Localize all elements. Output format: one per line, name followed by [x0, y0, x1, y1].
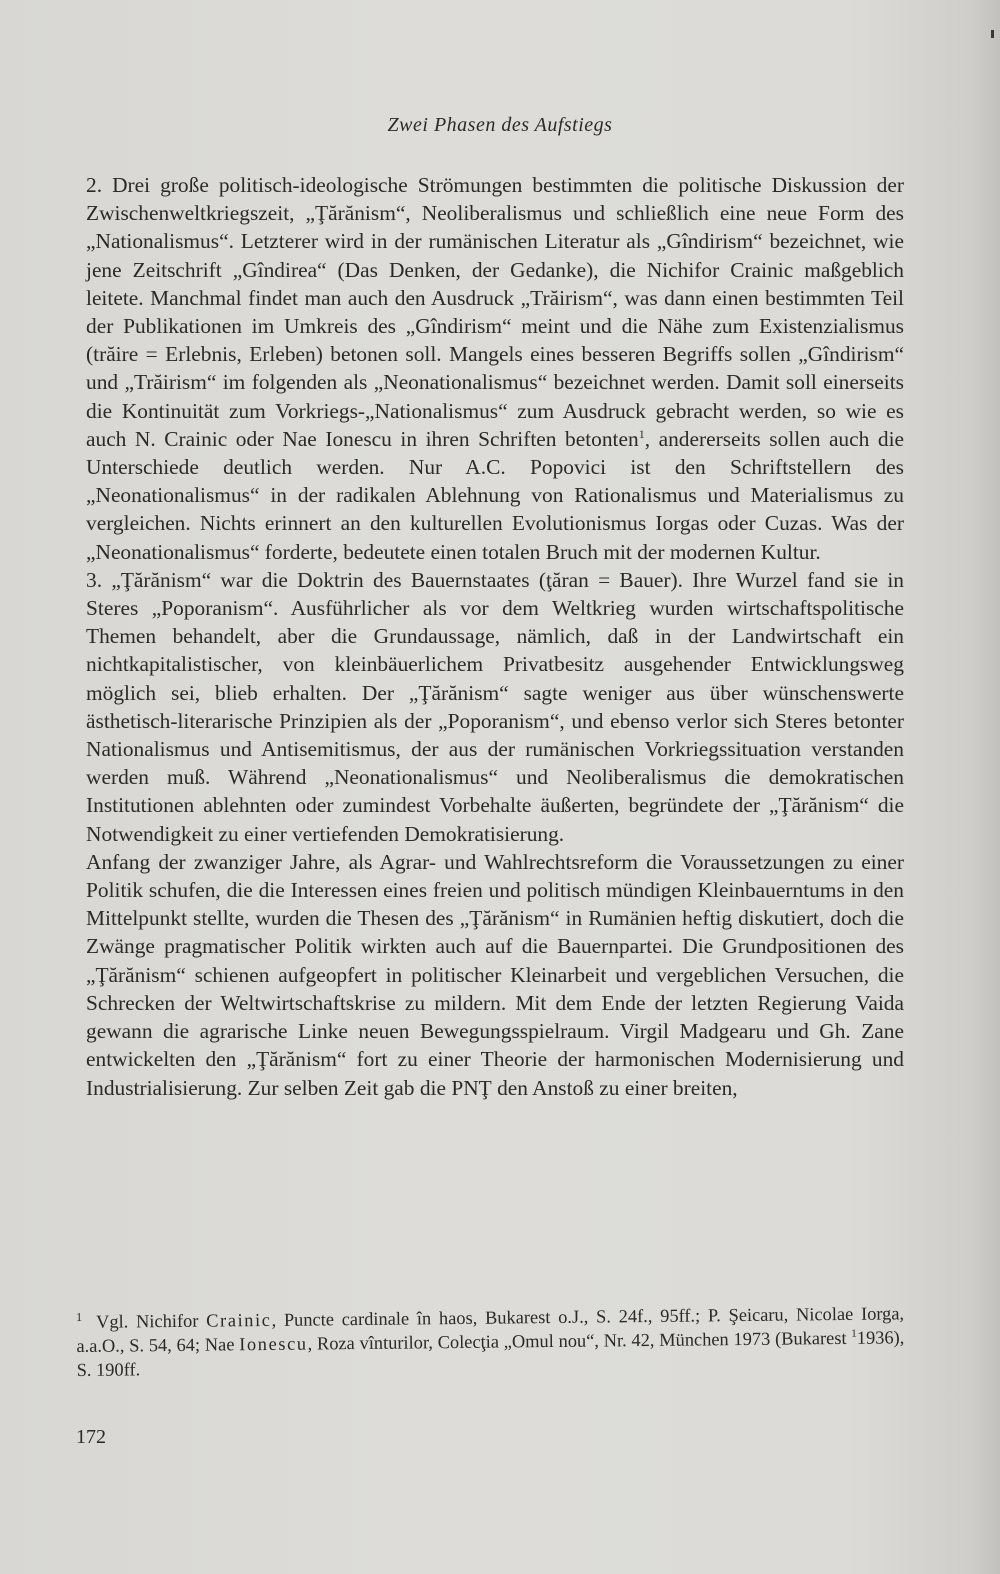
paragraph-2: [86, 171, 904, 566]
body-text: [86, 171, 904, 1102]
footnote-mark: 1: [75, 1309, 83, 1324]
footnote-text-1: Vgl. Nichifor: [96, 1310, 207, 1332]
page-number: 172: [76, 1426, 106, 1448]
paragraph-2-text-a: 2. Drei große politisch-ideologische Strömungen bestimmten die politische Diskussion der Zwischenweltkriegszeit, „Ţărănism“, Neoliberalismus und schließlich eine neue Form des „Nationalismus“. Letzterer wird in der rumänischen Literatur als „Gîndirism“ bezeichnet, wie jene Zeitschrift „Gîndirea“ (Das Denken, der Gedanke), die Nichifor Crainic maßgeblich leitete. Manchmal findet man auch den Ausdruck „Trăirism“, was dann einen bestimmten Teil der Publikationen im Umkreis des „Gîndirism“ meint und die Nähe zum Existenzialismus (trăire = Erlebnis, Erleben) betonen soll. Mangels eines besseren Begriffs sollen „Gîndirism“ und „Trăirism“ im folgenden als „Neonationalismus“ bezeichnet werden. Damit soll einerseits die Kontinuität zum Vorkriegs-„Nationalismus“ zum Ausdruck gebracht werden, so wie es auch N. Crainic oder Nae Ionescu in ihren Schriften betonten: [86, 173, 904, 451]
footnote-author-2: Ionescu: [239, 1333, 308, 1355]
paragraph-3: 3. „Ţărănism“ war die Doktrin des Bauernstaates (ţăran = Bauer). Ihre Wurzel fand sie in Steres „Poporanism“. Ausführlicher als vor dem Weltkrieg wurden wirtschaftspolitische Themen behandelt, aber die Grundaussage, nämlich, daß in der Landwirtschaft ein nichtkapitalistischer, von kleinbäuerlichem Privatbesitz ausgehender Entwicklungsweg möglich sei, blieb erhalten. Der „Ţărănism“ sagte weniger aus über wünschenswerte ästhetisch-literarische Prinzipien als der „Poporanism“, und ebenso verlor sich Steres betonter Nationalismus und Antisemitismus, der aus der rumänischen Vorkriegssituation verstanden werden muß. Während „Neonationalismus“ und Neoliberalismus die demokratischen Institutionen ablehnten oder zumindest Vorbehalte äußerten, begründete der „Ţărănism“ die Notwendigkeit zu einer vertiefenden Demokratisierung.: [86, 567, 904, 846]
paragraph-4: Anfang der zwanziger Jahre, als Agrar- und Wahlrechtsreform die Voraussetzungen zu einer Politik schufen, die die Interessen eines freien und politisch mündigen Kleinbauerntums in den Mittelpunkt stellte, wurden die Thesen des „Ţărănism“ in Rumänien heftig diskutiert, doch die Zwänge pragmatischer Politik wirkten auch auf die Bauernpartei. Die Grundpositionen des „Ţărănism“ schienen aufgeopfert in politischer Kleinarbeit und vergeblichen Versuchen, die Schrecken der Weltwirtschaftskrise zu mildern. Mit dem Ende der letzten Regierung Vaida gewann die agrarische Linke neuen Bewegungsspielraum. Virgil Madgearu und Gh. Zane entwickelten den „Ţărănism“ fort zu einer Theorie der harmonischen Modernisierung und Industrialisierung. Zur selben Zeit gab die PNŢ den Anstoß zu einer breiten,: [86, 849, 904, 1100]
paragraph-2-text-b: , andererseits sollen auch die Unterschiede deutlich werden. Nur A.C. Popovici ist den Schriftstellern des „Neonationalismus“ in der radikalen Ablehnung von Rationalismus und Materialismus zu vergleichen. Nichts erinnert an den kulturellen Evolutionismus Iorgas oder Cuzas. Was der „Neonationalismus“ forderte, bedeutete einen totalen Bruch mit der modernen Kultur.: [86, 426, 904, 564]
edge-mark: [991, 30, 994, 38]
running-head: Zwei Phasen des Aufstiegs: [387, 114, 613, 136]
footnote-text-3: , Roza vînturilor, Colecţia „Omul nou“, Nr. 42, München 1973 (Bukarest: [307, 1327, 852, 1354]
footnote-text-2: , Puncte cardinale în haos, Bukarest o.J., S. 24f., 95ff.; P. Şeicaru, Nicolae Iorga, a.a.O., S. 54, 64; Nae: [76, 1303, 905, 1356]
footnote-reference: 1: [638, 426, 645, 441]
footnote-text-4: 1936), S. 190ff.: [76, 1327, 905, 1380]
footnote-author-1: Crainic: [206, 1309, 272, 1331]
footnote-edition-superscript: 1: [851, 1327, 857, 1340]
footnote: [76, 1301, 905, 1382]
